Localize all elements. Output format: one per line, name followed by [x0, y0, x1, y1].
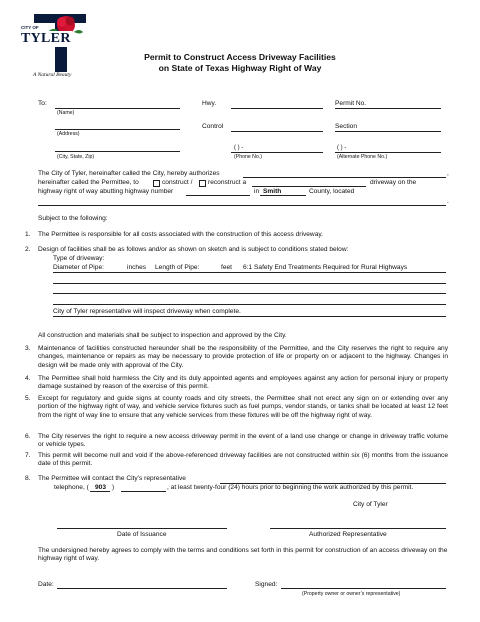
reconstruct-checkbox[interactable] — [199, 180, 206, 187]
item-8-text: The Permittee will contact the City’s representative — [38, 475, 186, 482]
item-7-number: 7. — [25, 452, 31, 459]
authorized-rep-caption: Authorized Representative — [309, 531, 387, 538]
diameter-label: Diameter of Pipe: — [53, 264, 104, 271]
in-label: in — [254, 188, 260, 195]
type-driveway-label: Type of driveway: — [53, 255, 105, 262]
date-issuance-caption: Date of Issuance — [117, 531, 167, 538]
phone-mask: ( ) - — [234, 145, 244, 151]
city-caption: (City, State, Zip) — [57, 154, 95, 160]
to-label: To: — [38, 100, 47, 107]
close-paren: ) — [112, 484, 115, 491]
subject-heading: Subject to the following: — [38, 215, 108, 222]
item-8-number: 8. — [25, 475, 31, 482]
logo-small-text: CITY OF — [21, 25, 39, 30]
phone-field[interactable] — [231, 152, 323, 153]
page-title-line2: on State of Texas Highway Right of Way — [158, 63, 322, 73]
construct-label: construct / — [162, 179, 193, 186]
phone-caption: (Phone No.) — [234, 154, 262, 160]
agreement-text: The undersigned hereby agrees to comply with the terms and conditions set forth in this permit for construction of an access driveway on the highway right of way. — [38, 547, 448, 563]
item-2-number: 2. — [25, 246, 31, 253]
hwy-field[interactable] — [231, 108, 323, 109]
design-line-2[interactable] — [53, 293, 446, 294]
length-label: Length of Pipe: — [155, 264, 200, 271]
design-line-3[interactable] — [53, 304, 446, 305]
permittee-name-field[interactable] — [243, 177, 446, 178]
signature-field[interactable] — [281, 588, 446, 589]
county-field[interactable] — [260, 195, 306, 196]
driveway-type-field[interactable] — [252, 186, 366, 187]
inspect-underline — [53, 316, 446, 317]
telephone-label: telephone, ( — [54, 484, 89, 491]
highway-number-field[interactable] — [186, 195, 250, 196]
item-1-text: The Permittee is responsible for all costs associated with the construction of this access driveway. — [38, 231, 323, 238]
date-label: Date: — [38, 581, 54, 588]
item-5-number: 5. — [25, 395, 31, 402]
item-4-text: The Permittee shall hold harmless the City and its duly appointed agents and employees against any action for personal injury or property damage sustained by reason of the exercise of this permit. — [38, 375, 448, 391]
section-label: Section — [335, 123, 357, 130]
alt-phone-caption: (Alternate Phone No.) — [337, 154, 388, 160]
inspect-note: City of Tyler representative will inspect driveway when complete. — [53, 308, 241, 315]
telephone-field[interactable] — [121, 491, 166, 492]
item-6-number: 6. — [25, 433, 31, 440]
item-7-text: This permit will become null and void if the above-referenced driveway facilities are not constructed within six (6) months from the issuance date of this permit. — [38, 452, 448, 468]
county-located-label: County, located — [309, 188, 355, 195]
authorized-rep-field[interactable] — [270, 528, 446, 529]
design-line-1[interactable] — [53, 283, 446, 284]
permit-no-label: Permit No. — [335, 100, 367, 107]
item-6-text: The City reserves the right to require a new access driveway permit in the event of a land use change or change in driveway traffic volume or vehicle types. — [38, 433, 448, 449]
logo-word: TYLER — [21, 31, 71, 46]
page-title-line1: Permit to Construct Access Driveway Facilities — [144, 52, 336, 62]
alt-phone-field[interactable] — [335, 152, 441, 153]
item-5-text: Except for regulatory and guide signs at county roads and city streets, the Permittee shall not erect any sign on or extending over any portion of the highway right of way, and vehicle service fixtures such as fuel pumps, vendor stands, or tanks shall be located at least 12 feet from the right of way line to ensure that any vehicle services from these fixtures will be off the highway right of way. — [38, 395, 448, 419]
owner-caption: (Property owner or owner’s representative) — [302, 591, 401, 597]
date-field[interactable] — [57, 588, 227, 589]
address-caption: (Address) — [57, 131, 80, 137]
permit-no-field[interactable] — [335, 108, 441, 109]
control-label: Control — [202, 123, 224, 130]
all-construction-text: All construction and materials shall be subject to inspection and approved by the City. — [38, 332, 287, 339]
location-field[interactable] — [38, 205, 446, 206]
signed-label: Signed: — [255, 581, 278, 588]
type-driveway-underline — [53, 272, 446, 273]
date-issuance-field[interactable] — [57, 528, 227, 529]
construct-checkbox[interactable] — [153, 180, 160, 187]
county-name-value: Smith — [263, 188, 282, 195]
driveway-on-label: driveway on the — [370, 179, 417, 186]
item-4-number: 4. — [25, 375, 31, 382]
hwy-label: Hwy. — [202, 100, 217, 107]
name-caption: (Name) — [57, 110, 75, 116]
item-3-number: 3. — [25, 345, 31, 352]
intro-line1: The City of Tyler, hereinafter called the City, hereby authorizes — [38, 170, 220, 177]
area-code-value: 903 — [95, 484, 107, 491]
item-1-number: 1. — [25, 231, 31, 238]
reconstruct-label: reconstruct a — [208, 179, 247, 186]
intro-line2: hereinafter called the Permittee, to — [38, 179, 139, 186]
city-state-zip-field[interactable] — [55, 151, 180, 152]
item-2-text: Design of facilities shall be as follows and/or as shown on sketch and is subject to conditions stated below: — [38, 246, 349, 253]
feet-label: feet — [221, 264, 232, 271]
item-3-text: Maintenance of facilities constructed hereunder shall be the responsibility of the Permittee, and the City reserves the right to require any changes, maintenance or repairs as may be necessary to provide protection of life or property on or adjacent to the highway. Changes in design will be made only with approval of the City. — [38, 345, 448, 369]
safety-note: 6:1 Safety End Treatments Required for Rural Highways — [243, 264, 408, 271]
inches-label: inches — [127, 264, 147, 271]
control-field[interactable] — [231, 131, 323, 132]
city-of-tyler-label: City of Tyler — [353, 501, 388, 508]
area-code-field[interactable] — [90, 491, 110, 492]
address-field[interactable] — [55, 129, 180, 130]
item-8-text-end: , at least twenty-four (24) hours prior to beginning the work authorized by this permit. — [167, 484, 414, 491]
alt-phone-mask: ( ) - — [337, 145, 347, 151]
logo-tagline: A Natural Beauty — [33, 72, 72, 78]
section-field[interactable] — [335, 131, 441, 132]
name-field[interactable] — [55, 108, 180, 109]
intro-line3: highway right of way abutting highway number — [38, 188, 174, 195]
